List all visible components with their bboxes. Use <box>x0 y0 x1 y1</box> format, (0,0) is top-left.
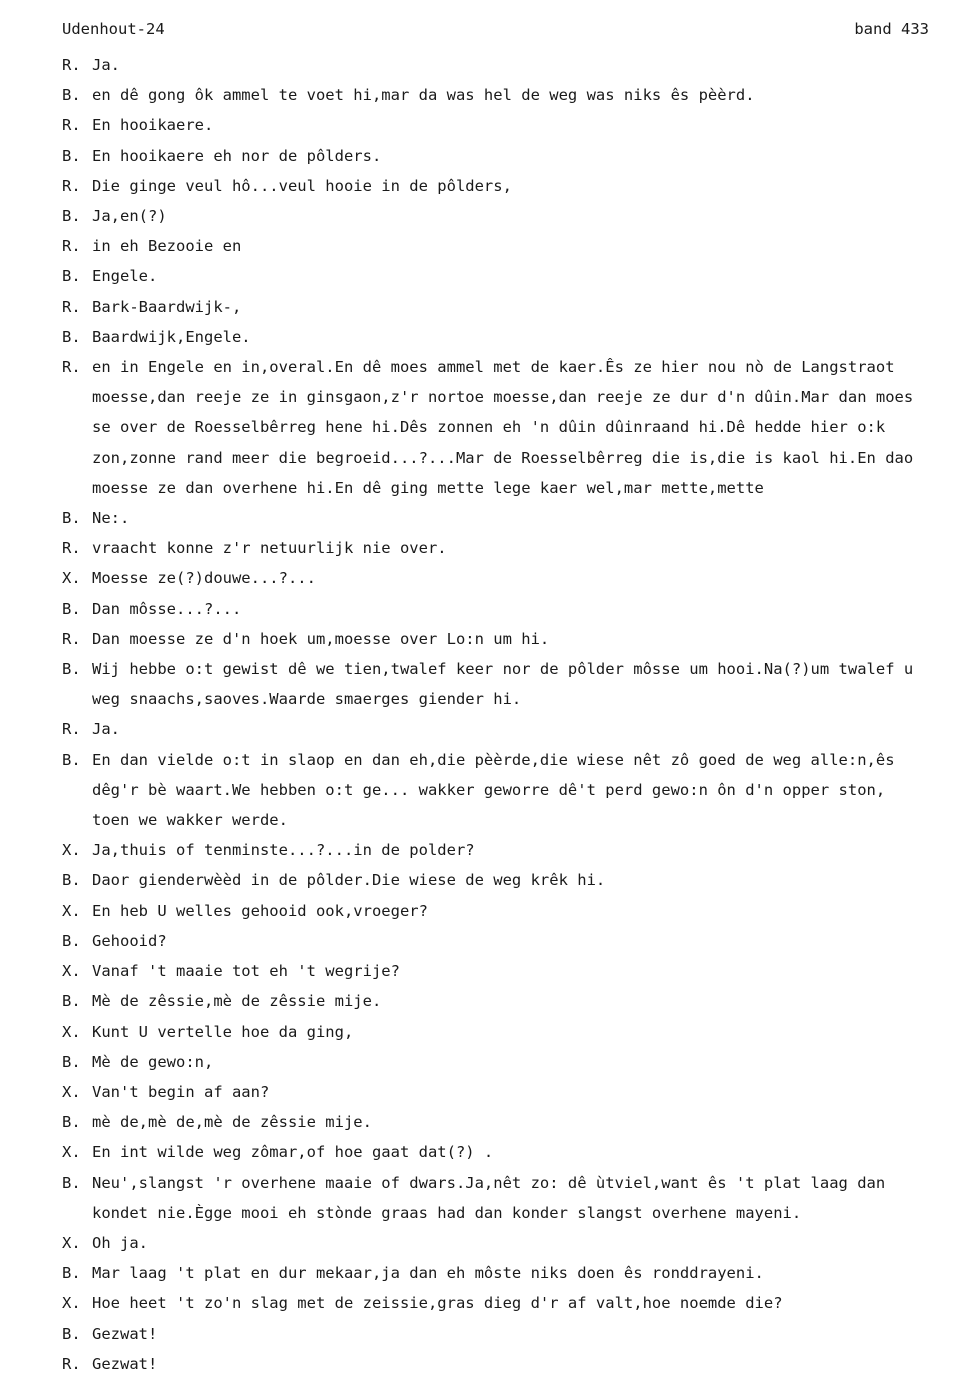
utterance: Die ginge veul hô...veul hooie in de pôlders, <box>92 176 512 195</box>
continuation-line: zon,zonne rand meer die begroeid...?...Mar de Roesselbêrreg die is,die is kaol hi.En dao <box>92 448 914 467</box>
utterance: in eh Bezooie en <box>92 237 242 256</box>
speaker-label: B. <box>62 267 81 286</box>
speaker-label: R. <box>62 1354 81 1373</box>
utterance: Gezwat! <box>92 1324 158 1343</box>
transcript-line <box>62 1077 974 1107</box>
utterance: en dê gong ôk ammel te voet hi,mar da was hel de weg was niks ês pèèrd. <box>92 86 755 105</box>
utterance: Bark-Baardwijk-, <box>92 297 242 316</box>
speaker-label: R. <box>62 539 81 558</box>
utterance: Ja,en(?) <box>92 207 167 226</box>
speaker-label: B. <box>62 86 81 105</box>
speaker-label: B. <box>62 599 81 618</box>
utterance: Van't begin af aan? <box>92 1082 270 1101</box>
utterance: en in Engele en in,overal.En dê moes ammel met de kaer.Ês ze hier nou nò de Langstraot <box>92 358 895 377</box>
transcript-line <box>62 1107 974 1137</box>
transcript-line <box>62 1319 974 1349</box>
transcript <box>62 50 974 1379</box>
utterance: mè de,mè de,mè de zêssie mije. <box>92 1113 372 1132</box>
transcript-line <box>62 896 974 926</box>
speaker-label: B. <box>62 207 81 226</box>
utterance: Wij hebbe o:t gewist dê we tien,twalef keer nor de pôlder môsse um hooi.Na(?)um twalef u <box>92 660 914 679</box>
transcript-line <box>62 171 974 201</box>
utterance: Moesse ze(?)douwe...?... <box>92 569 316 588</box>
transcript-line <box>62 714 974 744</box>
transcript-line <box>62 835 974 865</box>
speaker-label: B. <box>62 660 81 679</box>
continuation-line: moesse,dan reeje ze in ginsgaon,z'r nortoe moesse,dan reeje ze dur d'n dûin.Mar dan moes <box>92 388 914 407</box>
utterance: Daor gienderwèèd in de pôlder.Die wiese de weg krêk hi. <box>92 871 606 890</box>
speaker-label: B. <box>62 750 81 769</box>
transcript-line <box>62 231 974 261</box>
transcript-line <box>62 956 974 986</box>
transcript-line <box>62 1258 974 1288</box>
page-header <box>62 20 929 42</box>
continuation-line: toen we wakker werde. <box>92 811 288 830</box>
speaker-label: X. <box>62 1022 81 1041</box>
speaker-label: B. <box>62 1173 81 1192</box>
utterance: Ja. <box>92 720 120 739</box>
transcript-line <box>62 201 974 231</box>
speaker-label: X. <box>62 1082 81 1101</box>
utterance: Vanaf 't maaie tot eh 't wegrije? <box>92 962 400 981</box>
continuation-line: weg snaachs,saoves.Waarde smaerges giender hi. <box>92 690 522 709</box>
speaker-label: R. <box>62 297 81 316</box>
speaker-label: B. <box>62 146 81 165</box>
utterance: Hoe heet 't zo'n slag met de zeissie,gras dieg d'r af valt,hoe noemde die? <box>92 1294 783 1313</box>
utterance: Gezwat! <box>92 1354 158 1373</box>
tape-number: band 433 <box>854 20 929 38</box>
transcript-line <box>62 1349 974 1379</box>
continuation-line: dêg'r bè waart.We hebben o:t ge... wakker geworre dê't perd gewo:n ôn d'n opper ston, <box>92 780 886 799</box>
transcript-line <box>62 141 974 171</box>
transcript-line <box>62 1017 974 1047</box>
utterance: Neu',slangst 'r overhene maaie of dwars.Ja,nêt zo: dê ùtviel,want ês 't plat laag dan <box>92 1173 886 1192</box>
utterance: Kunt U vertelle hoe da ging, <box>92 1022 354 1041</box>
continuation-line: se over de Roesselbêrreg hene hi.Dês zonnen eh 'n dûin dûinraand hi.Dê hedde hier o:k <box>92 418 886 437</box>
utterance: Engele. <box>92 267 158 286</box>
speaker-label: R. <box>62 720 81 739</box>
speaker-label: B. <box>62 1052 81 1071</box>
utterance: Mar laag 't plat en dur mekaar,ja dan eh môste niks doen ês ronddrayeni. <box>92 1264 764 1283</box>
speaker-label: R. <box>62 176 81 195</box>
speaker-label: X. <box>62 901 81 920</box>
speaker-label: X. <box>62 841 81 860</box>
transcript-line <box>62 292 974 322</box>
utterance: Dan moesse ze d'n hoek um,moesse over Lo:n um hi. <box>92 629 550 648</box>
transcript-line <box>62 261 974 291</box>
transcript-line <box>62 986 974 1016</box>
speaker-label: R. <box>62 237 81 256</box>
transcript-line <box>62 352 974 382</box>
utterance: vraacht konne z'r netuurlijk nie over. <box>92 539 447 558</box>
transcript-line <box>62 533 974 563</box>
transcript-line <box>62 503 974 533</box>
utterance: En dan vielde o:t in slaop en dan eh,die pèèrde,die wiese nêt zô goed de weg alle:n,ês <box>92 750 895 769</box>
speaker-label: R. <box>62 56 81 74</box>
speaker-label: B. <box>62 992 81 1011</box>
utterance: Gehooid? <box>92 931 167 950</box>
transcript-line <box>62 654 974 684</box>
utterance: En int wilde weg zômar,of hoe gaat dat(?) . <box>92 1143 494 1162</box>
transcript-line <box>62 1047 974 1077</box>
speaker-label: R. <box>62 358 81 377</box>
speaker-label: X. <box>62 1143 81 1162</box>
utterance: Dan môsse...?... <box>92 599 242 618</box>
speaker-label: X. <box>62 569 81 588</box>
transcript-line <box>62 322 974 352</box>
utterance: Ja,thuis of tenminste...?...in de polder? <box>92 841 475 860</box>
speaker-label: B. <box>62 931 81 950</box>
transcript-line <box>62 80 974 110</box>
speaker-label: B. <box>62 1324 81 1343</box>
transcript-line <box>62 110 974 140</box>
speaker-label: B. <box>62 1264 81 1283</box>
utterance: Oh ja. <box>92 1233 148 1252</box>
transcript-line <box>62 594 974 624</box>
speaker-label: X. <box>62 1233 81 1252</box>
speaker-label: B. <box>62 327 81 346</box>
transcript-line <box>62 745 974 775</box>
transcript-line <box>62 1168 974 1198</box>
transcript-line <box>62 624 974 654</box>
utterance: Ja. <box>92 56 120 74</box>
transcript-line <box>62 926 974 956</box>
speaker-label: B. <box>62 871 81 890</box>
transcript-line <box>62 50 974 80</box>
speaker-label: R. <box>62 116 81 135</box>
transcript-line <box>62 1288 974 1318</box>
continuation-line: moesse ze dan overhene hi.En dê ging mette lege kaer wel,mar mette,mette <box>92 478 764 497</box>
transcript-line <box>62 1137 974 1167</box>
transcript-line <box>62 865 974 895</box>
transcript-line <box>62 1228 974 1258</box>
continuation-line: kondet nie.Ègge mooi eh stònde graas had dan konder slangst overhene mayeni. <box>92 1203 802 1222</box>
utterance: En heb U welles gehooid ook,vroeger? <box>92 901 428 920</box>
utterance: Baardwijk,Engele. <box>92 327 251 346</box>
speaker-label: X. <box>62 962 81 981</box>
utterance: En hooikaere eh nor de pôlders. <box>92 146 382 165</box>
utterance: Mè de zêssie,mè de zêssie mije. <box>92 992 382 1011</box>
speaker-label: B. <box>62 1113 81 1132</box>
recording-location: Udenhout-24 <box>62 20 165 38</box>
speaker-label: X. <box>62 1294 81 1313</box>
speaker-label: R. <box>62 629 81 648</box>
utterance: Mè de gewo:n, <box>92 1052 214 1071</box>
utterance: Ne:. <box>92 509 130 528</box>
speaker-label: B. <box>62 509 81 528</box>
utterance: En hooikaere. <box>92 116 214 135</box>
transcript-line <box>62 563 974 593</box>
